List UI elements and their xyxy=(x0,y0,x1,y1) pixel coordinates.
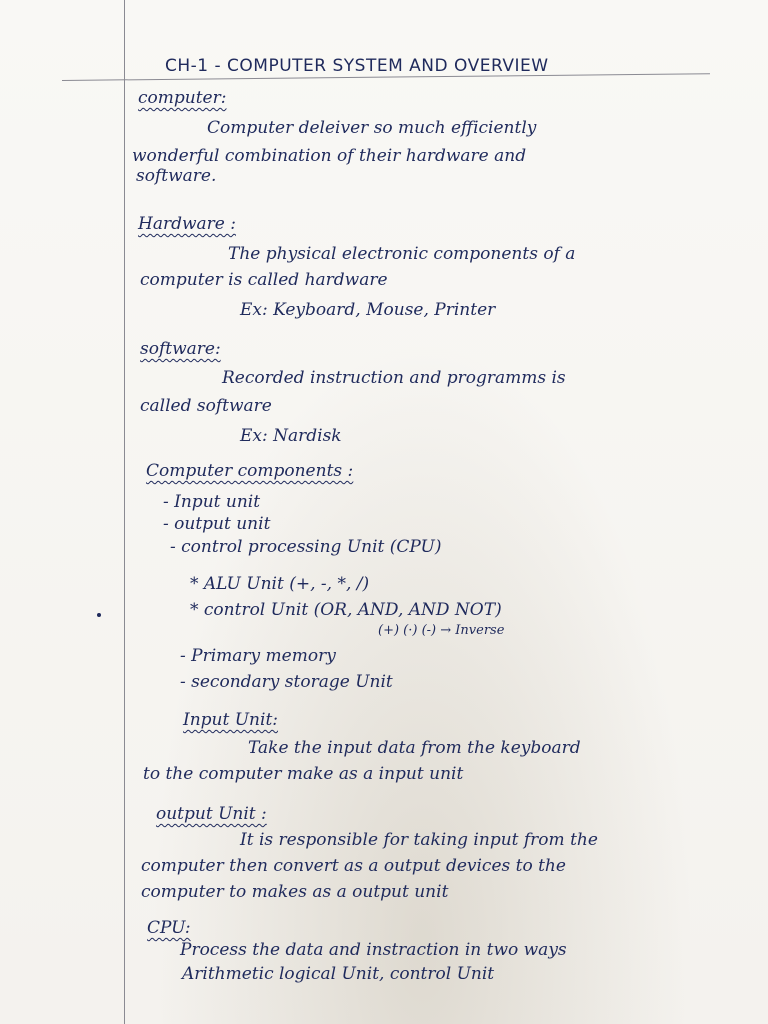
heading-computer: computer: xyxy=(138,88,227,108)
heading-input-unit: Input Unit: xyxy=(183,710,279,730)
input-unit-line-1: Take the input data from the keyboard xyxy=(248,738,581,758)
page-title: CH-1 - COMPUTER SYSTEM AND OVERVIEW xyxy=(165,56,549,76)
input-unit-line-2: to the computer make as a input unit xyxy=(143,764,464,784)
computer-line-1: Computer deleiver so much efficiently xyxy=(207,118,537,138)
software-line-2: called software xyxy=(140,396,272,416)
computer-line-3: software. xyxy=(136,166,217,186)
output-unit-line-2: computer then convert as a output devices to the xyxy=(141,856,566,876)
hardware-line-2: computer is called hardware xyxy=(140,270,388,290)
cpu-line-2: Arithmetic logical Unit, control Unit xyxy=(182,964,495,984)
cpu-line-1: Process the data and instraction in two ways xyxy=(180,940,567,960)
component-item-cpu: - control processing Unit (CPU) xyxy=(170,537,442,557)
component-item-output: - output unit xyxy=(163,514,271,534)
computer-line-2: wonderful combination of their hardware and xyxy=(132,146,527,166)
component-item-control: * control Unit (OR, AND, AND NOT) xyxy=(190,600,502,620)
output-unit-line-1: It is responsible for taking input from the xyxy=(240,830,598,850)
component-item-alu: * ALU Unit (+, -, *, /) xyxy=(190,574,370,594)
hardware-line-1: The physical electronic components of a xyxy=(228,244,576,264)
component-item-secondary-storage: - secondary storage Unit xyxy=(180,672,393,692)
component-logic-notation: (+) (·) (-) → Inverse xyxy=(378,623,505,638)
heading-output-unit: output Unit : xyxy=(156,804,267,824)
component-item-input: - Input unit xyxy=(163,492,261,512)
heading-cpu: CPU: xyxy=(147,918,191,938)
software-line-1: Recorded instruction and programms is xyxy=(222,368,566,388)
heading-hardware: Hardware : xyxy=(138,214,236,234)
margin-line xyxy=(124,0,125,1024)
software-line-3: Ex: Nardisk xyxy=(240,426,342,446)
output-unit-line-3: computer to makes as a output unit xyxy=(141,882,449,902)
heading-components: Computer components : xyxy=(146,461,354,481)
heading-software: software: xyxy=(140,339,221,359)
margin-dot xyxy=(97,613,101,617)
hardware-line-3: Ex: Keyboard, Mouse, Printer xyxy=(240,300,496,320)
component-item-primary-memory: - Primary memory xyxy=(180,646,336,666)
